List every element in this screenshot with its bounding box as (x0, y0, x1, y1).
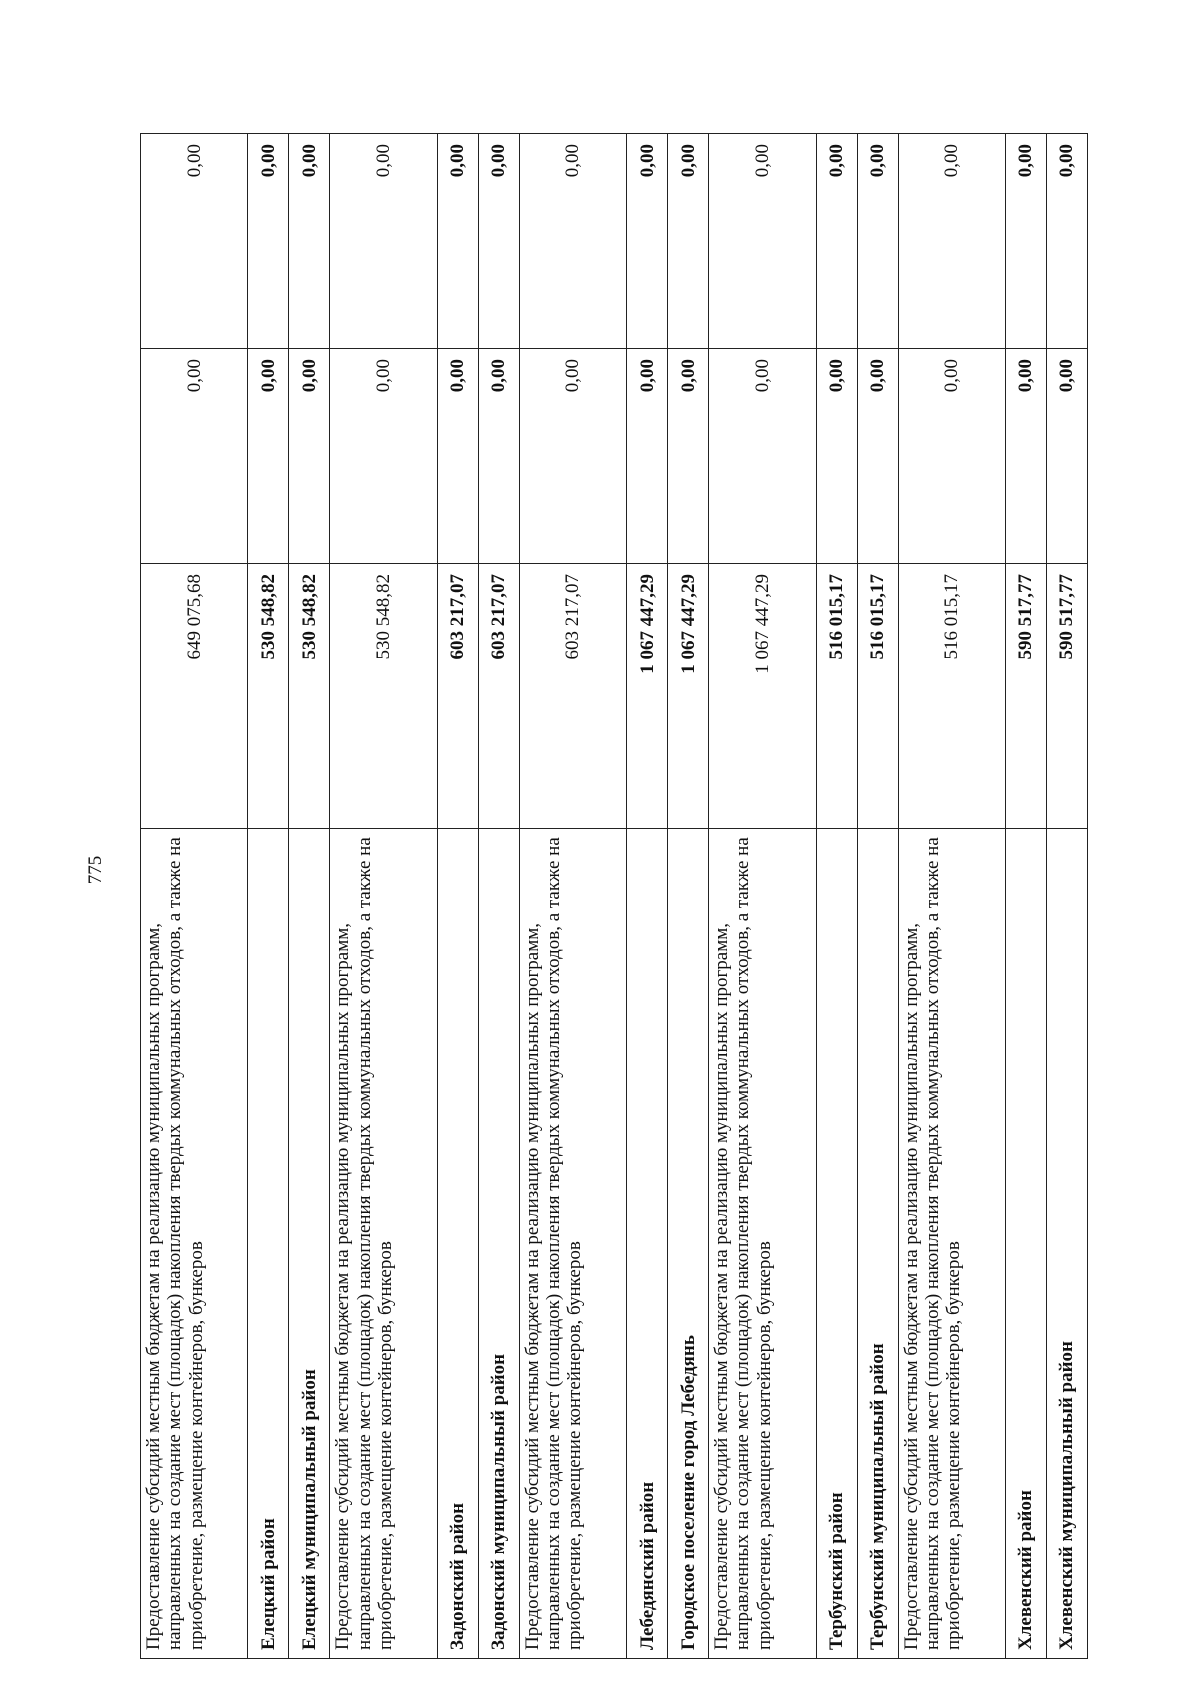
row-value-2022-cell: 530 548,82 (289, 564, 330, 829)
row-value-2023-cell: 0,00 (627, 349, 668, 564)
row-value-2023-cell: 0,00 (857, 349, 898, 564)
page-number: 775 (85, 855, 106, 885)
table-row (289, 134, 330, 1659)
row-name-cell: Предоставление субсидий местным бюджетам на реализацию муниципальных программ, направленных на создание мест (площадок) накопления твердых коммунальных отходов, а также на приобретение, размещение контейнеров, бункеров (330, 829, 437, 1659)
table-row (1005, 134, 1046, 1659)
table-row (478, 134, 519, 1659)
row-name-cell: Задонский муниципальный район (478, 829, 519, 1659)
row-value-2024-cell: 0,00 (898, 134, 1005, 349)
row-value-2024-cell: 0,00 (289, 134, 330, 349)
budget-table (140, 133, 1088, 1659)
row-name-cell: Хлевенский район (1005, 829, 1046, 1659)
budget-table-wrapper (140, 134, 1088, 1659)
row-value-2024-cell: 0,00 (857, 134, 898, 349)
table-row (816, 134, 857, 1659)
budget-table-body (141, 134, 1088, 1659)
table-row (437, 134, 478, 1659)
row-value-2022-cell: 530 548,82 (330, 564, 437, 829)
row-value-2022-cell: 603 217,07 (519, 564, 626, 829)
row-value-2023-cell: 0,00 (248, 349, 289, 564)
row-name-cell: Елецкий район (248, 829, 289, 1659)
row-value-2024-cell: 0,00 (1005, 134, 1046, 349)
row-value-2022-cell: 516 015,17 (816, 564, 857, 829)
table-row (519, 134, 626, 1659)
row-value-2022-cell: 1 067 447,29 (709, 564, 816, 829)
row-value-2022-cell: 1 067 447,29 (627, 564, 668, 829)
table-row (248, 134, 289, 1659)
row-value-2024-cell: 0,00 (519, 134, 626, 349)
row-value-2022-cell: 649 075,68 (141, 564, 248, 829)
row-value-2023-cell: 0,00 (898, 349, 1005, 564)
table-row (709, 134, 816, 1659)
row-name-cell: Тербунский муниципальный район (857, 829, 898, 1659)
row-value-2022-cell: 603 217,07 (478, 564, 519, 829)
row-value-2023-cell: 0,00 (289, 349, 330, 564)
row-name-cell: Предоставление субсидий местным бюджетам на реализацию муниципальных программ, направленных на создание мест (площадок) накопления твердых коммунальных отходов, а также на приобретение, размещение контейнеров, бункеров (519, 829, 626, 1659)
row-value-2022-cell: 516 015,17 (898, 564, 1005, 829)
row-name-cell: Елецкий муниципальный район (289, 829, 330, 1659)
row-value-2024-cell: 0,00 (627, 134, 668, 349)
row-name-cell: Хлевенский муниципальный район (1046, 829, 1087, 1659)
row-value-2024-cell: 0,00 (1046, 134, 1087, 349)
table-row (668, 134, 709, 1659)
row-value-2023-cell: 0,00 (141, 349, 248, 564)
row-value-2023-cell: 0,00 (709, 349, 816, 564)
row-value-2024-cell: 0,00 (478, 134, 519, 349)
row-name-cell: Предоставление субсидий местным бюджетам на реализацию муниципальных программ, направленных на создание мест (площадок) накопления твердых коммунальных отходов, а также на приобретение, размещение контейнеров, бункеров (141, 829, 248, 1659)
row-name-cell: Предоставление субсидий местным бюджетам на реализацию муниципальных программ, направленных на создание мест (площадок) накопления твердых коммунальных отходов, а также на приобретение, размещение контейнеров, бункеров (898, 829, 1005, 1659)
row-value-2023-cell: 0,00 (437, 349, 478, 564)
row-name-cell: Тербунский район (816, 829, 857, 1659)
row-value-2022-cell: 516 015,17 (857, 564, 898, 829)
row-value-2023-cell: 0,00 (478, 349, 519, 564)
row-value-2022-cell: 1 067 447,29 (668, 564, 709, 829)
row-value-2022-cell: 603 217,07 (437, 564, 478, 829)
table-row (627, 134, 668, 1659)
row-name-cell: Городское поселение город Лебедянь (668, 829, 709, 1659)
row-value-2023-cell: 0,00 (1005, 349, 1046, 564)
row-value-2022-cell: 530 548,82 (248, 564, 289, 829)
table-row (1046, 134, 1087, 1659)
row-value-2024-cell: 0,00 (816, 134, 857, 349)
row-name-cell: Задонский район (437, 829, 478, 1659)
row-value-2023-cell: 0,00 (816, 349, 857, 564)
table-row (330, 134, 437, 1659)
row-value-2023-cell: 0,00 (1046, 349, 1087, 564)
table-row (898, 134, 1005, 1659)
row-value-2023-cell: 0,00 (668, 349, 709, 564)
row-value-2024-cell: 0,00 (330, 134, 437, 349)
row-value-2024-cell: 0,00 (668, 134, 709, 349)
row-value-2024-cell: 0,00 (248, 134, 289, 349)
row-value-2022-cell: 590 517,77 (1046, 564, 1087, 829)
row-value-2024-cell: 0,00 (141, 134, 248, 349)
table-row (857, 134, 898, 1659)
row-value-2023-cell: 0,00 (330, 349, 437, 564)
row-value-2024-cell: 0,00 (709, 134, 816, 349)
row-value-2023-cell: 0,00 (519, 349, 626, 564)
table-row (141, 134, 248, 1659)
row-value-2022-cell: 590 517,77 (1005, 564, 1046, 829)
rotated-page-content (140, 134, 1088, 1659)
row-name-cell: Предоставление субсидий местным бюджетам на реализацию муниципальных программ, направленных на создание мест (площадок) накопления твердых коммунальных отходов, а также на приобретение, размещение контейнеров, бункеров (709, 829, 816, 1659)
row-value-2024-cell: 0,00 (437, 134, 478, 349)
row-name-cell: Лебедянский район (627, 829, 668, 1659)
